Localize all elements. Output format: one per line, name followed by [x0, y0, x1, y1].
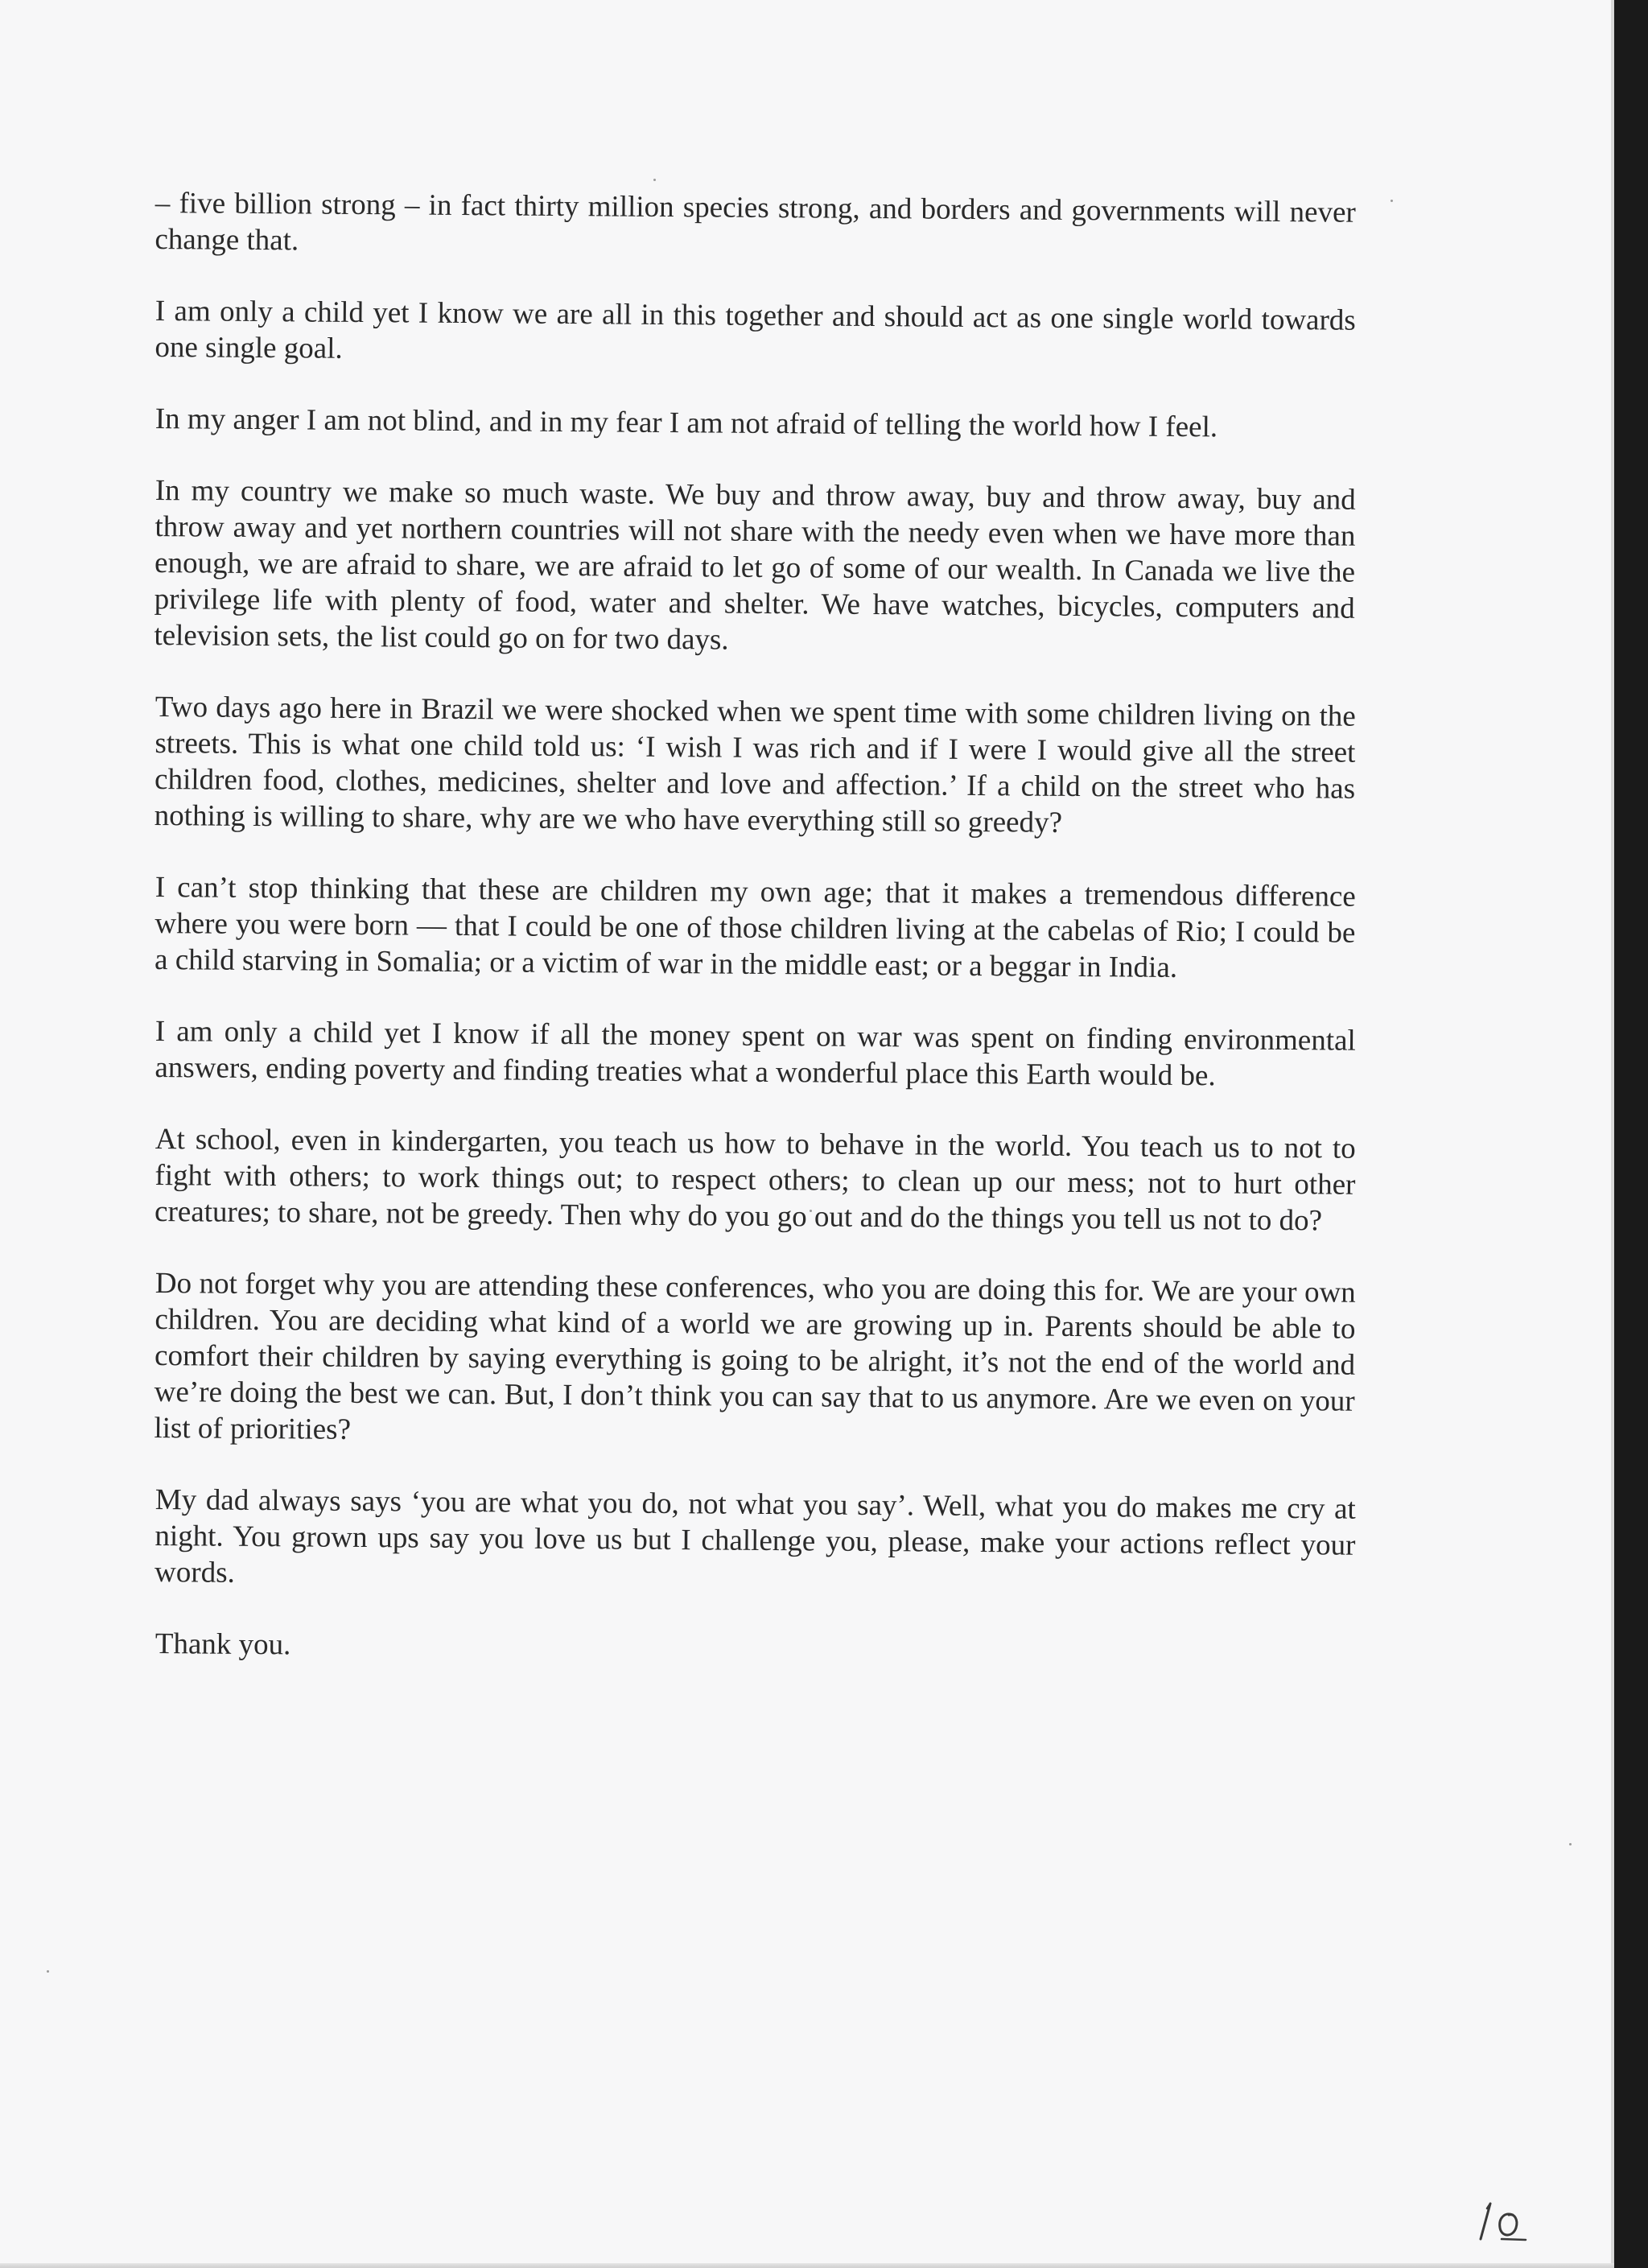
- scan-edge-bottom: [0, 2263, 1614, 2268]
- scan-speck: [1569, 1843, 1572, 1845]
- paragraph: I am only a child yet I know if all the money spent on war was spent on finding environmental answers, ending poverty and finding treaties what a wonderful place this Earth would be.: [154, 1014, 1356, 1093]
- paragraph: In my country we make so much waste. We buy and throw away, buy and throw away, buy and throw away and yet northern countries will not share with the needy even when we have more than enough, we are afraid to share, we are afraid to let go of some of our wealth. In Canada we live the privilege life with plenty of food, water and shelter. We have watches, bicycles, computers and television sets, the list could go on for two days.: [154, 473, 1356, 657]
- scan-speck: [1390, 200, 1393, 202]
- closing-line: Thank you.: [154, 1627, 291, 1662]
- scan-speck: [653, 179, 656, 181]
- handwritten-page-number: [1473, 2197, 1537, 2245]
- paragraph: – five billion strong – in fact thirty million species strong, and borders and governments will never change that.: [154, 186, 1356, 258]
- paragraph: I can’t stop thinking that these are children my own age; that it makes a tremendous difference where you were born — that I could be one of those children living at the cabelas of Rio; I could be a child starving in Somalia; or a victim of war in the middle east; or a beggar in India.: [154, 871, 1356, 984]
- scan-edge-right: [1614, 0, 1648, 2268]
- paragraph: My dad always says ‘you are what you do, not what you say’. Well, what you do makes me cry at night. You grown ups say you love us but I challenge you, please, make your actions reflect your words.: [154, 1482, 1356, 1590]
- paragraph: Do not forget why you are attending these conferences, who you are doing this for. We are your own children. You are deciding what kind of a world we are growing up in. Parents should be able to comfort their children by saying everything is going to be alright, it’s not the end of the world and we’re doing the best we can. But, I don’t think you can say that to us anymore. Are we even on your list of priorities?: [154, 1266, 1356, 1446]
- paragraph: At school, even in kindergarten, you teach us how to behave in the world. You teach us to not to fight with others; to work things out; to respect others; to clean up our mess; not to hurt other creatures; to share, not be greedy. Then why do you go out and do the things you tell us not to do?: [154, 1122, 1356, 1238]
- document-body: [155, 185, 1356, 1697]
- scan-speck: [47, 1970, 49, 1973]
- paragraph: I am only a child yet I know we are all in this together and should act as one single world towards one single goal.: [154, 294, 1356, 365]
- paragraph: Two days ago here in Brazil we were shocked when we spent time with some children living on the streets. This is what one child told us: ‘I wish I was rich and if I were I would give all the street children food, clothes, medicines, shelter and love and affection.’ If a child on the street who has nothing is willing to share, why are we who have everything still so greedy?: [154, 690, 1356, 839]
- paragraph: In my anger I am not blind, and in my fear I am not afraid of telling the world how I feel.: [154, 402, 1218, 444]
